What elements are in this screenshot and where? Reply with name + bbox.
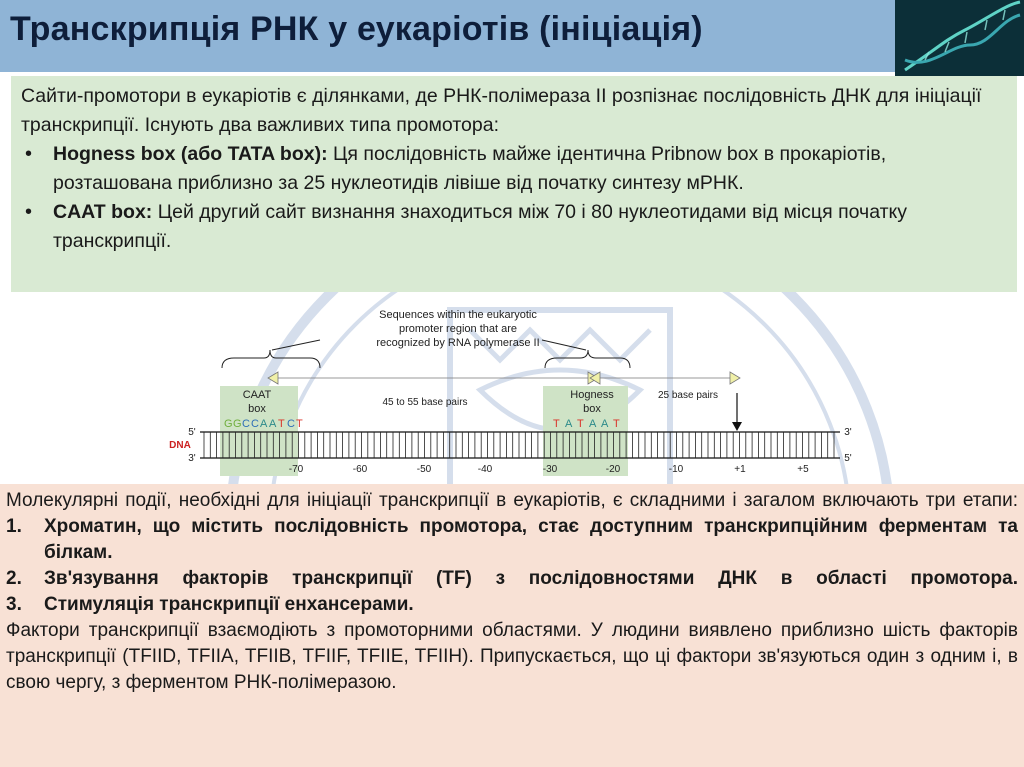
dna-helix-icon: [895, 0, 1024, 76]
strand-end-label: 3': [844, 427, 852, 438]
nucleotide-letter: C: [242, 418, 250, 430]
caat-label: CAAT: [242, 389, 272, 401]
position-label: -70: [288, 464, 304, 475]
list-item: [6, 592, 1018, 618]
strand-end-label: 5': [844, 453, 852, 464]
gap2-label: 25 base pairs: [657, 390, 719, 401]
promoter-intro-box: [11, 76, 1017, 292]
bullet-text: Ця послідовність майже ідентична Pribnow box в прокаріотів, розташована приблизно за 25 нуклеотидів лівіше від початку синтезу мРНК.: [53, 143, 887, 194]
nucleotide-letter: T: [613, 418, 620, 430]
nucleotide-letter: T: [577, 418, 584, 430]
list-item: [21, 198, 1007, 256]
step-text: Стимуляція транскрипції енхансерами.: [44, 594, 414, 615]
hogness-brace: [545, 350, 630, 368]
caat-label: box: [248, 403, 266, 415]
promoter-type-list: [21, 140, 1007, 256]
bullet-term: Hogness box (або TATA box):: [53, 143, 328, 165]
nucleotide-letter: A: [589, 418, 597, 430]
list-item: [6, 514, 1018, 566]
caat-sequence: [224, 418, 303, 430]
position-label: +1: [734, 464, 746, 475]
hogness-label: Hogness: [570, 389, 614, 401]
step-number: 3.: [6, 594, 22, 615]
position-label: -40: [477, 464, 493, 475]
position-label: -10: [668, 464, 684, 475]
dna-label: DNA: [169, 440, 191, 451]
nucleotide-letter: T: [553, 418, 560, 430]
caat-brace: [222, 350, 320, 368]
nucleotide-letter: G: [224, 418, 233, 430]
initiation-steps-box: [0, 484, 1024, 767]
diagram-caption-line: promoter region that are: [398, 323, 518, 335]
nucleotide-letter: A: [260, 418, 268, 430]
base-pair-ticks: [204, 432, 834, 458]
position-label: -30: [542, 464, 558, 475]
page-title: Транскрипція РНК у еукаріотів (ініціація): [10, 10, 703, 48]
list-item: [21, 140, 1007, 198]
title-bar: [0, 0, 895, 72]
nucleotide-letter: G: [233, 418, 242, 430]
bullet-term: CAAT box:: [53, 201, 153, 223]
intro-paragraph: Сайти-промотори в еукаріотів є ділянками, де РНК-полімераза II розпізнає послідовність ДНК для ініціації транскрипції. Існують два важливих типа промотора:: [21, 85, 982, 136]
position-label: -60: [352, 464, 368, 475]
nucleotide-letter: C: [287, 418, 295, 430]
position-label: -50: [416, 464, 432, 475]
position-scale: [289, 464, 809, 475]
strand-end-label: 3': [188, 453, 196, 464]
step-text: Зв'язування факторів транскрипції (TF) з послідовностями ДНК в області промотора.: [44, 568, 1018, 589]
promoter-diagram: [160, 300, 860, 480]
position-label: +5: [797, 464, 809, 475]
position-label: -20: [605, 464, 621, 475]
span-arrow-caat-to-tata: [268, 372, 598, 384]
start-site-arrow: [732, 422, 742, 431]
list-item: [6, 566, 1018, 592]
nucleotide-letter: T: [278, 418, 285, 430]
step-text: Хроматин, що містить послідовність промотора, стає доступним транскрипційним ферментам та білкам.: [44, 516, 1018, 563]
nucleotide-letter: A: [601, 418, 609, 430]
step-number: 2.: [6, 568, 22, 589]
nucleotide-letter: T: [296, 418, 303, 430]
strand-end-label: 5': [188, 427, 196, 438]
step-number: 1.: [6, 516, 22, 537]
diagram-caption-line: recognized by RNA polymerase II: [376, 337, 540, 349]
hogness-label: box: [583, 403, 601, 415]
span-arrow-tata-to-start: [590, 372, 740, 384]
nucleotide-letter: C: [251, 418, 259, 430]
steps-intro: Молекулярні події, необхідні для ініціації транскрипції в еукаріотів, є складними і загалом включають три етапи:: [6, 490, 1018, 511]
nucleotide-letter: A: [565, 418, 573, 430]
steps-list: [6, 514, 1018, 618]
steps-outro: Фактори транскрипції взаємодіють з промоторними областями. У людини виявлено приблизно шість факторів транскрипції (TFIID, TFIIA, TFIIB, TFIIF, TFIIE, TFIIH). Припускається, що ці фактори зв'язуються один з одним і, в свою чергу, з ферментом РНК-полімеразою.: [6, 620, 1018, 693]
diagram-caption-line: Sequences within the eukaryotic: [379, 309, 537, 321]
gap-label: 45 to 55 base pairs: [382, 397, 468, 408]
nucleotide-letter: A: [269, 418, 277, 430]
bullet-text: Цей другий сайт визнання знаходиться між 70 і 80 нуклеотидами від місця початку транскрипції.: [53, 201, 908, 252]
